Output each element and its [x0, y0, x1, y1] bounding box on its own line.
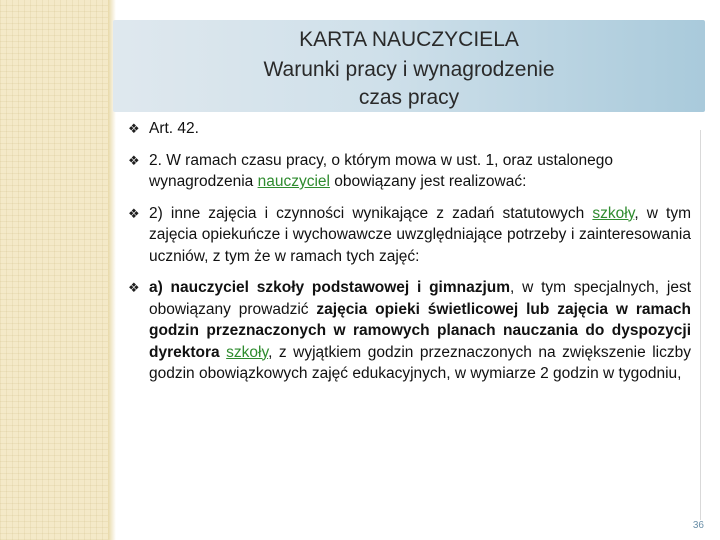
slide-content: [128, 118, 691, 395]
diamond-arrow-icon: ❖: [128, 152, 140, 168]
bullet-bold-text-2: zajęcia opieki świetlicowej lub zajęcia w ramach godzin przeznaczonych w ramowych planach nauczania do dyspozycji dyrektora: [149, 300, 691, 361]
link-szkoly[interactable]: szkoły: [592, 204, 635, 222]
diamond-arrow-icon: ❖: [128, 280, 140, 295]
link-nauczyciel[interactable]: nauczyciel: [257, 173, 330, 190]
bullet-text: 2) inne zajęcia i czynności wynikające z zadań statutowych: [149, 204, 593, 222]
slide-title: KARTA NAUCZYCIELA: [299, 28, 519, 51]
bullet-text-cont: , w tym zajęcia opiekuńcze i wychowawcze uwzględniające potrzeby i zainteresowania uczniów, z tym że w ramach tych zajęć:: [149, 204, 691, 265]
bullet-text-cont: , z wyjątkiem godzin przeznaczonych na zwiększenie liczby godzin obowiązkowych zajęć edukacyjnych, w wymiarze 2 godzin w tygodniu,: [149, 343, 691, 382]
bullet-item-point-2: [128, 203, 691, 268]
decorative-left-strip: [0, 0, 108, 540]
page-number: 36: [692, 520, 704, 531]
link-szkoly-2[interactable]: szkoły: [226, 343, 269, 361]
bullet-text: , w tym specjalnych, jest obowiązany prowadzić: [149, 279, 691, 318]
bullet-item-article: [128, 118, 691, 140]
bullet-item-point-a: [128, 277, 691, 385]
bullet-text: Art. 42.: [149, 120, 199, 137]
slide-subtitle: Warunki pracy i wynagrodzenie: [263, 58, 555, 81]
bullet-text: 2. W ramach czasu pracy, o którym mowa w ust. 1, oraz ustalonego wynagrodzenia: [149, 151, 614, 190]
divider: [700, 130, 701, 520]
slide-subtitle-2: czas pracy: [358, 86, 460, 109]
bullet-item-paragraph-2: [128, 150, 691, 193]
bullet-bold-text: a) nauczyciel szkoły podstawowej i gimnazjum: [149, 279, 511, 296]
bullet-text-cont: obowiązany jest realizować:: [329, 173, 527, 190]
diamond-arrow-icon: ❖: [128, 121, 140, 136]
diamond-arrow-icon: ❖: [128, 205, 140, 221]
